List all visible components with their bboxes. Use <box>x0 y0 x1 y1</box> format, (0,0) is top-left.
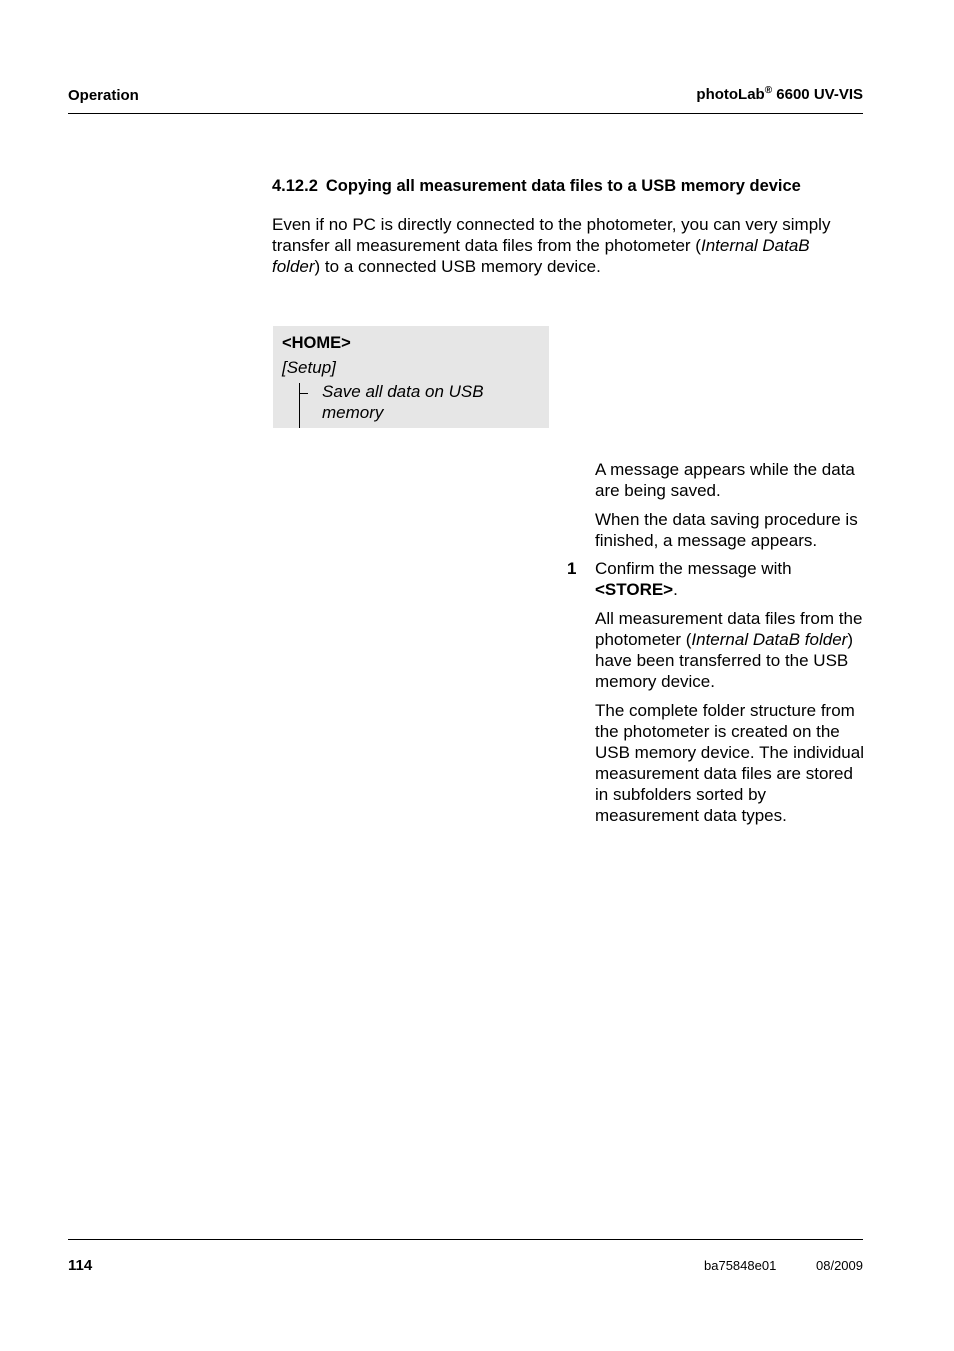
page-number: 114 <box>68 1257 93 1274</box>
store-key: <STORE> <box>595 580 674 599</box>
section-title: Copying all measurement data files to a USB memory device <box>325 177 801 195</box>
intro-folder-name: Internal DataB folder <box>272 236 810 276</box>
document-date: 08/2009 <box>816 1258 863 1273</box>
intro-text-2: ) to a connected USB memory device. <box>314 257 601 276</box>
step-period: . <box>673 580 678 599</box>
transfer-text-1: All measurement data files from the photometer ( <box>595 609 863 649</box>
message-finished-paragraph: When the data saving procedure is finished, a message appears. <box>595 510 858 550</box>
header-product-title <box>696 85 863 103</box>
header-product-model: 6600 UV-VIS <box>772 86 863 103</box>
transfer-text-2: ) have been transferred to the USB memory device. <box>595 630 853 691</box>
step-confirm-label: Confirm the message with <box>595 559 792 578</box>
header-product-name: photoLab <box>696 86 765 103</box>
message-saving-paragraph: A message appears while the data are being saved. <box>595 460 855 500</box>
folder-structure-paragraph: The complete folder structure from the photometer is created on the USB memory device. The individual measurement data files are stored in subfolders sorted by measurement data types. <box>595 701 864 825</box>
intro-paragraph <box>272 214 862 277</box>
step-number: 1 <box>567 559 577 578</box>
step-confirm-text <box>595 558 865 600</box>
registered-mark: ® <box>764 85 773 96</box>
section-number: 4.12.2 <box>272 177 318 195</box>
transfer-folder-name: Internal DataB folder <box>691 630 848 649</box>
transfer-result-paragraph <box>595 608 865 692</box>
document-id: ba75848e01 <box>704 1258 777 1273</box>
header-rule <box>68 113 863 114</box>
footer-rule <box>68 1239 863 1240</box>
section-heading <box>272 177 801 196</box>
menu-tree-line <box>299 383 300 428</box>
menu-path-box <box>273 326 549 428</box>
menu-home-key: <HOME> <box>282 334 351 352</box>
menu-tree-branch <box>299 393 308 394</box>
menu-save-usb-item: Save all data on USB memory <box>322 382 484 422</box>
header-section-label: Operation <box>68 87 139 104</box>
menu-setup-item: [Setup] <box>282 358 336 377</box>
intro-text-1: Even if no PC is directly connected to the photometer, you can very simply transfer all measurement data files from the photometer ( <box>272 215 831 255</box>
